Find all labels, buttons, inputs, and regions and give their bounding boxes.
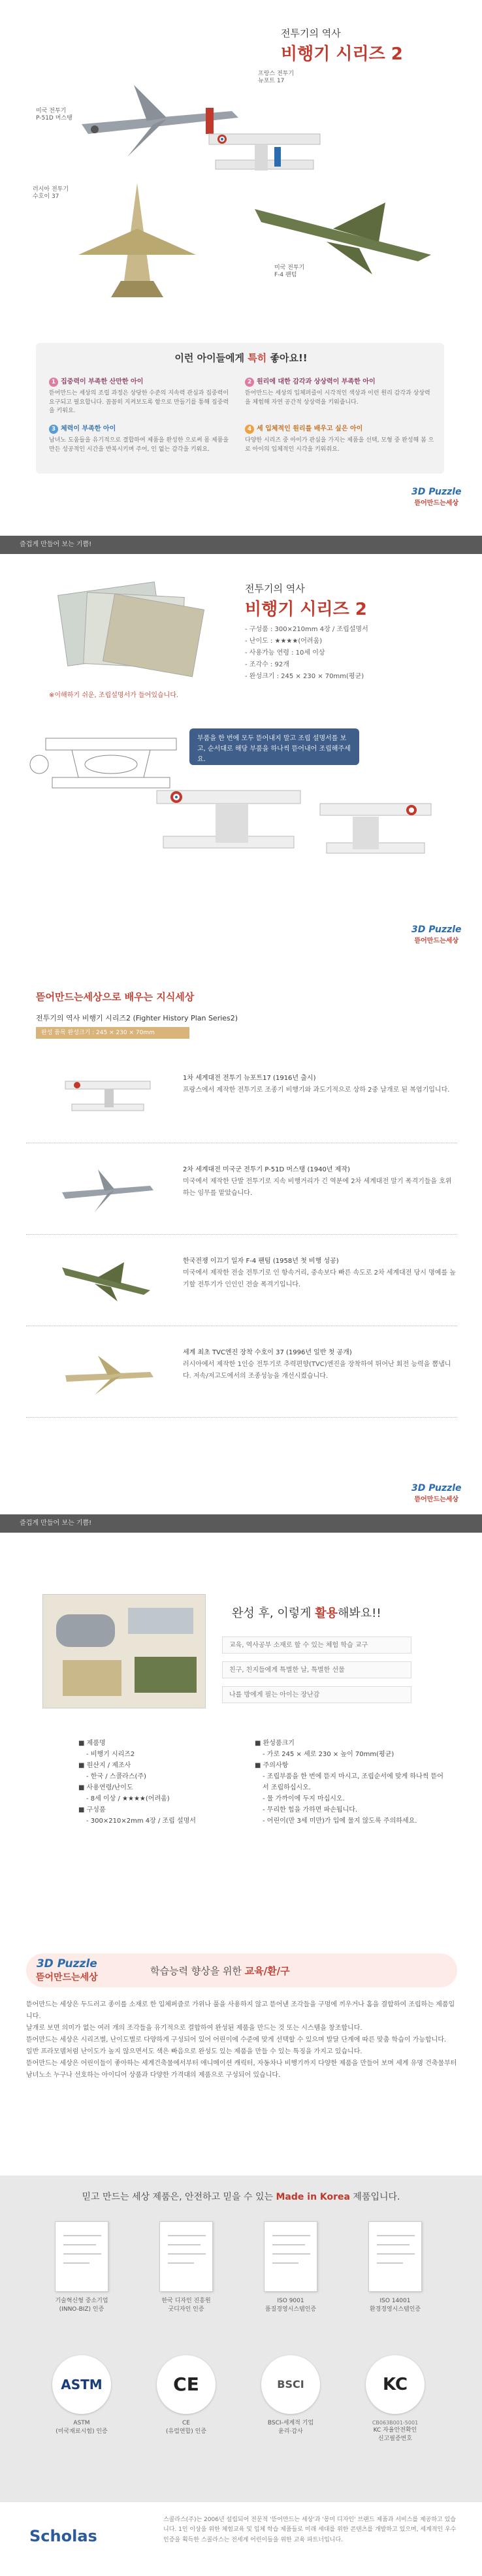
benefit-item-2: 2 원리에 대한 감각과 상상력이 부족한 아이 뜯어만드는 세상의 입체퍼즐이 시각적인 색상과 이런 원리 감각과 상상력을 체험해 자연 공간적 상상력을 키워줍니다. [245, 378, 430, 406]
benefits-section [0, 343, 482, 480]
kc-logo: KC [366, 2355, 425, 2414]
usage-item-3: 나를 방에게 필는 아이는 장난감 [222, 1686, 411, 1703]
series-item-su37: 세계 최초 TVC엔진 장착 수호이 37 (1996년 일반 첫 공개) 러시아에서 제작한 1인승 전투기로 추력편향(TVC)엔진을 장착하여 뛰어난 회전 능력을 뽐냅니다. 저속/저고도에서의 조종성능을 개선시켰습니다. [26, 1333, 457, 1418]
hero-subtitle: 전투기의 역사 [281, 27, 341, 39]
puzzle-sheets-image [49, 581, 206, 679]
edu-heading: 학습능력 향상을 위한 교육/환/구 [150, 1965, 290, 1977]
su37-thumb-image [59, 1346, 157, 1398]
info-left: ■ 제품명 - 비행기 시리즈2 ■ 원산지 / 제조사 - 한국 / 스콜라스(주) ■ 사용연령/난이도 - 8세 이상 / ★★★★(어려움) ■ 구성품 - 300×210×2mm 4장 / 조립 설명서 [78, 1740, 196, 1825]
benefits-heading: 이런 아이들에게 특히 좋아요!! [174, 352, 308, 364]
cert-ce: CE CE (유럽연합) 인증 [147, 2355, 225, 2436]
cert-iso9001: ISO 9001 품질경영시스템인증 [251, 2221, 330, 2313]
product-subtitle: 전투기의 역사 [245, 583, 305, 595]
brand-logo-3: 3D Puzzle 뜯어만드는세상 [411, 1483, 462, 1503]
f4-label: 미국 전투기 F-4 팬텀 [274, 265, 305, 279]
series-item-f4: 한국전쟁 이끄기 일자 F-4 팬텀 (1958년 첫 비행 성공) 미국에서 제작한 전술 전투기로 인 항속거리, 중속보다 빠른 속도로 2차 세계대전 당시 명예를 높기할 전투기가 인인인 전술 폭격기입니다. [26, 1241, 457, 1326]
series-item-p51d: 2차 세계대전 미국군 전투기 P-51D 머스탱 (1940년 제작) 미국에서 제작한 단발 전투기로 지속 비행거리가 긴 역분에 2차 세계대전 말기 폭격기들을 호위하는 임무를 맡았습니다. [26, 1150, 457, 1235]
manual-note: ※이해하기 쉬운, 조립설명서가 들어있습니다. [49, 692, 179, 699]
usage-heading: 완성 후, 이렇게 활용해봐요!! [232, 1606, 381, 1620]
education-section [0, 1953, 482, 2169]
footer-text: 스콜라스(주)는 2006년 설립되어 전문적 '뜯어만드는 세상'과 '몽미 디자인' 브랜드 제품과 서비스를 제공하고 있습니다. 1인 이상을 위한 체험교육 및 입체 학습 제품들로 미래 세대를 위한 콘텐츠를 개발하고 있으며, 세계적인 우수 인증을 획득한 스콜라스는 전세계 어린이들을 위한 교육 파트너입니다. [163, 2517, 457, 2543]
cert-heading: 믿고 만드는 세상 제품은, 안전하고 믿을 수 있는 Made in Korea 제품입니다. [82, 2192, 400, 2202]
cert-bsci: BSCI BSCI-세계적 기업 윤리·감사 [251, 2355, 330, 2436]
series-heading: 뜯어만드는세상으로 배우는 지식세상 [36, 991, 195, 1003]
brand-logo-2: 3D Puzzle 뜯어만드는세상 [411, 924, 462, 945]
assembled-planes-image [137, 764, 444, 908]
info-right: ■ 완성품크기 - 가로 245 × 세로 230 × 높이 70mm(평균) ■ 주의사항 - 조립부품을 한 번에 뜯지 마시고, 조립순서에 맞게 하나씩 뜯어서 조립하십시오. - 물 가까이에 두지 마십시오. - 무리한 힘을 가하면 파손됩니다. - 어린이(만 3세 미만)가 입에 물지 않도록 주의하세요. [255, 1740, 443, 1825]
f4-thumb-image [59, 1254, 157, 1307]
cert-iso14001: ISO 14001 환경경영시스템인증 [356, 2221, 434, 2313]
assembly-callout: 부품을 한 번에 모두 뜯어내지 말고 조립 설명서를 보고, 순서대로 해당 부품을 하나씩 뜯어내어 조립해주세요. [189, 728, 359, 765]
series-section [0, 986, 482, 1548]
benefit-item-1: 1 집중력이 부족한 산만한 아이 뜯어만드는 세상의 조립 과정은 상당한 수준의 지속력 관심과 집중력이 요구되고 필요합니다. 꼼꼼히 지켜보도록 함으로 만들기를 통해 집중력을 키워요. [49, 378, 229, 414]
nieuport-thumb-image [59, 1071, 157, 1124]
hero-title: 비행기 시리즈 2 [281, 44, 403, 64]
brand-logo: 3D Puzzle 뜯어만드는세상 [411, 487, 462, 507]
product-title: 비행기 시리즈 2 [245, 600, 367, 619]
series-subheading: 전투기의 역사 비행기 시리즈2 (Fighter History Plan Series2) [36, 1014, 238, 1022]
cert-astm: ASTM ASTM (미국재료시험) 인증 [42, 2355, 121, 2436]
kc-number: CB063B001-5001 [372, 2420, 419, 2426]
series-item-nieuport: 1차 세계대전 전투기 뉴포트17 (1916년 출시) 프랑스에서 제작한 전투기로 조종기 비행기와 과도기적으로 상하 2중 날개로 된 복엽기입니다. [26, 1058, 457, 1143]
spec-list: - 구성품 : 300×210mm 4장 / 조립설명서 - 난이도 : ★★★★(어려움) - 사용가능 연령 : 10세 이상 - 조각수 : 92개 - 완성크기 : 245 × 230 × 70mm(평균) [245, 626, 368, 680]
completed-set-image [42, 1594, 206, 1708]
usage-item-1: 교육, 역사공부 소재로 할 수 있는 체험 학습 교구 [222, 1637, 411, 1654]
product-info-section [0, 1738, 482, 1953]
bsci-logo: BSCI [261, 2355, 320, 2414]
scholas-logo: Scholas [29, 2527, 97, 2545]
p51d-label: 미국 전투기 P-51D 머스탱 [36, 108, 72, 122]
hero-section [0, 0, 482, 340]
ce-logo: CE [157, 2355, 216, 2414]
usage-item-2: 친구, 친지들에게 특별한 날, 특별한 선물 [222, 1661, 411, 1678]
su37-plane-image [65, 176, 209, 301]
su37-label: 러시아 전투기 수호이 37 [33, 186, 69, 201]
benefit-item-3: 3 체력이 부족한 아이 남녀노 도움들을 유기적으로 결합하여 제품을 완성한 으로써 몸 제품을 만든 성공적인 시간을 반복시키며 주어, 인 없는 감각을 키워요. [49, 425, 229, 453]
series-tag: 완성 품목 완성크기 : 245 × 230 × 70mm [36, 1027, 189, 1039]
edu-logo: 3D Puzzle 뜯어만드는세상 [36, 1957, 98, 1983]
certification-section [0, 2176, 482, 2502]
edu-body: 뜯어만드는 세상은 두드러고 종이를 소재로 한 입체퍼즐로 가위나 풀을 사용하지 않고 뜯어낸 조각들을 구멍에 끼우거나 홈을 결합하여 조립하는 제품입니다. 날개로 보면 의미가 없는 여러 개의 조각들을 유기적으로 결합하여 완성된 제품을 만드는 것 또는 시스템을 창조합니다. 뜯어만드는 세상은 시리즈별, 난이도별로 다양하게 구성되어 있어 어린이에 수준에 맞게 선택할 수 있으며 발달 단계에 따른 맞춤 학습이 가능합니다. 일반 프라모델처럼 난이도가 높지 않으면서도 색은 빠음으로 완성도 있는 제품을 만들 수 있는 특징을 가지고 있습니다. 뜯어만드는 세상은 어린이들이 좋아하는 세계건축물에서부터 애니메이션 캐릭터, 자동차나 비행기까지 다양한 제품을 만들어 보며 세계 유명 건축물부터 남녀노소 누구나 선호하는 아이디어 상품과 다양한 가격대의 제품으로 구성되어 있습니다. [26, 2001, 457, 2079]
benefit-item-4: 4 세 입체적인 원리를 배우고 싶은 아이 다양한 시리즈 중 아이가 관심을 가지는 제품을 선택, 모형 중 완성해 봄 으로 아이의 입체적인 시각을 키워줘요. [245, 425, 434, 453]
footer [0, 2502, 482, 2576]
cert-kc: KC CB063B001-5001 KC 자율안전확인 신고필증번호 [356, 2355, 434, 2443]
cert-good-design: 한국 디자인 진흥원 굿디자인 인증 [147, 2221, 225, 2313]
p51d-thumb-image [59, 1163, 157, 1215]
section-divider: 즐겁게 만들어 보는 기쁨! [0, 536, 482, 554]
product-section [0, 568, 482, 973]
astm-logo: ASTM [52, 2355, 111, 2414]
section-divider-2: 즐겁게 만들어 보는 기쁨! [0, 1514, 482, 1533]
cert-innobiz: 기술혁신형 중소기업 (INNO-BIZ) 인증 [42, 2221, 121, 2313]
nieuport-label: 프랑스 전투기 뉴포트 17 [258, 71, 295, 85]
